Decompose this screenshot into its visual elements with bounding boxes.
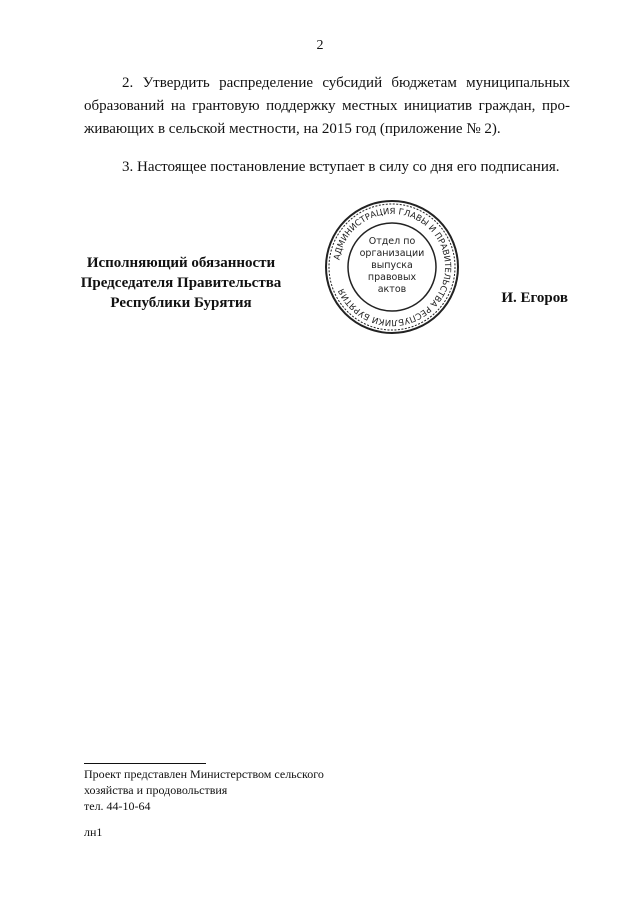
signer-name: И. Егоров: [501, 290, 568, 306]
paragraph-3: [84, 156, 570, 179]
page-number: 2: [316, 38, 324, 53]
footnote-separator: [84, 763, 206, 764]
stamp-line-2: организации: [359, 248, 425, 259]
stamp-line-3: выпуска: [371, 260, 413, 271]
paragraph-2: [84, 72, 570, 141]
signatory-title-line-1: Исполняющий обязанности: [86, 255, 276, 271]
signatory-title: [72, 253, 290, 313]
stamp-line-5: актов: [377, 284, 407, 295]
stamp-line-4: правовых: [367, 272, 417, 283]
paragraph-3-line-1: 3. Настоящее постановление вступает в силу со дня его подписания.: [122, 159, 560, 175]
stamp-ring-text: АДМИНИСТРАЦИЯ ГЛАВЫ И ПРАВИТЕЛЬСТВА РЕСПУБЛИКИ БУРЯТИЯ: [332, 206, 453, 328]
stamp-line-1: Отдел по: [368, 236, 416, 247]
footnote-line-3: тел. 44-10-64: [84, 799, 151, 813]
footnote-line-1: Проект представлен Министерством сельского: [84, 767, 324, 781]
paragraph-2-line-2: образований на грантовую поддержку местных инициатив граждан, про-: [84, 98, 570, 114]
official-stamp: [323, 198, 461, 336]
signatory-title-line-2: Председателя Правительства: [80, 275, 282, 291]
stamp-graphic: [323, 198, 461, 336]
paragraph-2-line-3: живающих в сельской местности, на 2015 год (приложение № 2).: [84, 121, 501, 137]
footnote: [84, 766, 324, 814]
document-code: лн1: [84, 825, 103, 839]
footnote-line-2: хозяйства и продовольствия: [84, 783, 228, 797]
paragraph-2-line-1: 2. Утвердить распределение субсидий бюджетам муниципальных: [122, 75, 570, 91]
signatory-title-line-3: Республики Бурятия: [110, 295, 252, 311]
